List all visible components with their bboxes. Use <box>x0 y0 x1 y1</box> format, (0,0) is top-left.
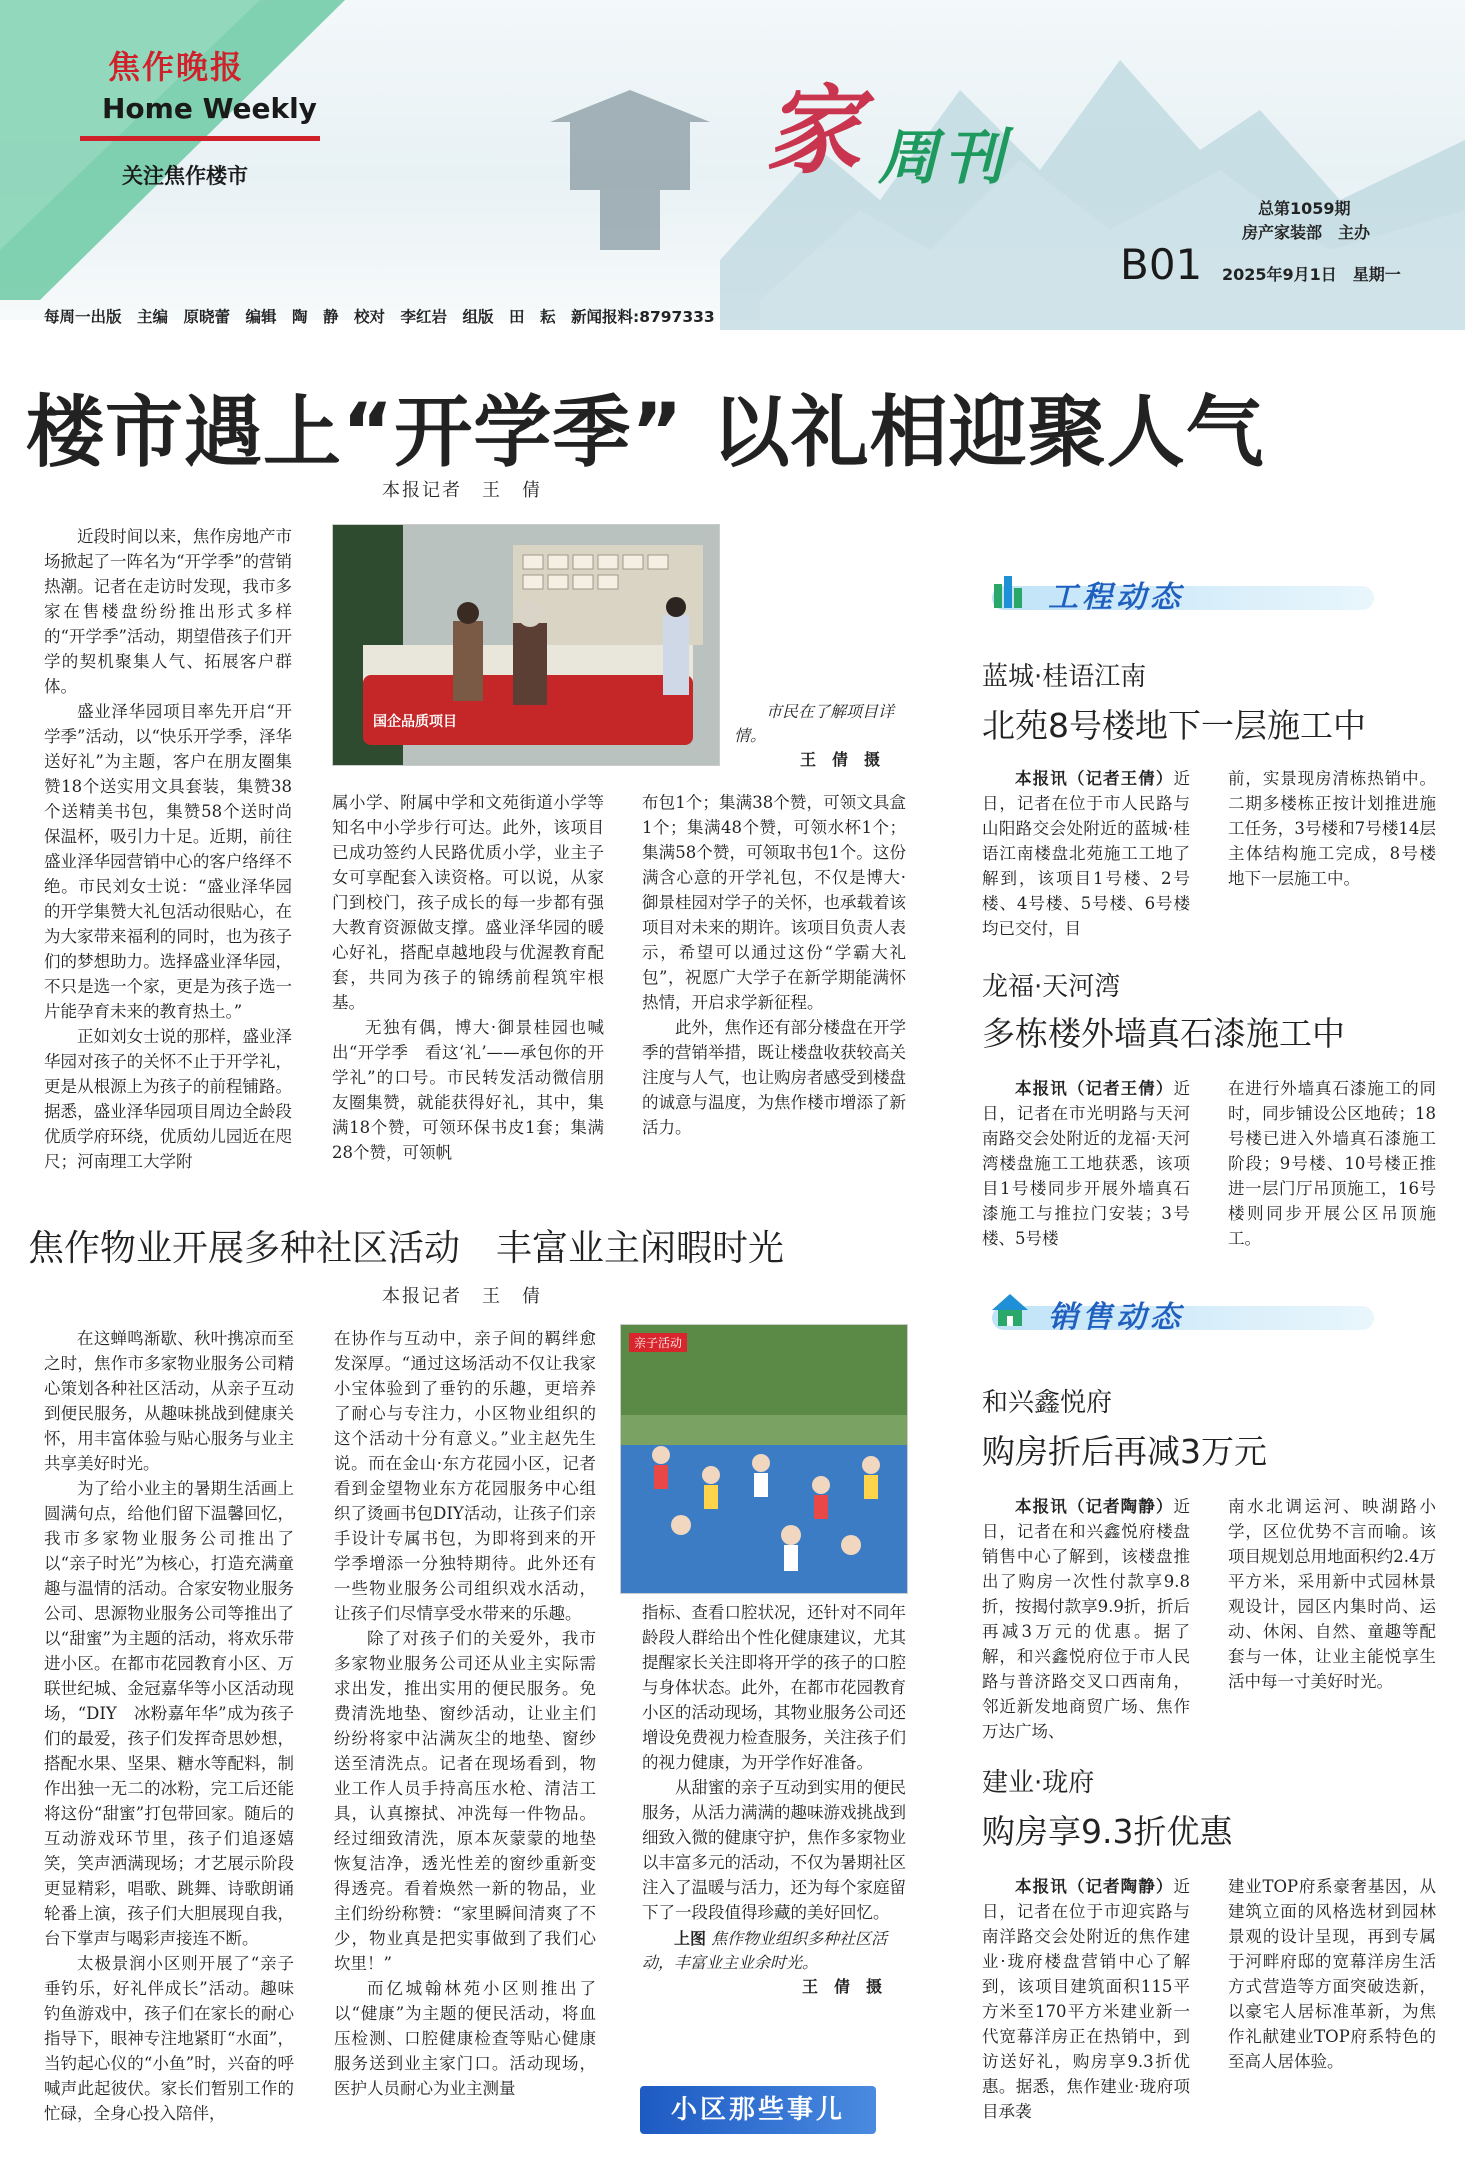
section2-title: 销售动态 <box>1048 1300 1184 1335</box>
item4-column-2 <box>1228 1874 1436 2156</box>
item4-name: 建业·珑府 <box>982 1768 1095 1798</box>
page-number: B01 <box>1120 240 1203 289</box>
item4-headline: 购房享9.3折优惠 <box>982 1812 1233 1851</box>
item1-text-continued: 前，实景现房清栋热销中。二期多楼栋正按计划推进施工任务，3号楼和7号楼14层主体结构施工完成，8号楼地下一层施工中。 <box>1228 769 1436 888</box>
item1-text: 近日，记者在位于市人民路与山阳路交会处附近的蓝城·桂语江南楼盘北苑施工工地了解到，该项目1号楼、2号楼、4号楼、5号楼、6号楼均已交付，目 <box>982 769 1190 938</box>
item4-text-continued: 建业TOP府系豪奢基因，从建筑立面的风格选材到园林景观的设计呈现，再到专属于河畔府邸的宽幕洋房生活方式营造等方面突破迭新，以豪宅人居标准革新，为焦作礼献建业TOP府系特色的至高人居体验。 <box>1228 1877 1436 2071</box>
second-photo-credit: 王 倩 摄 <box>801 1977 882 1996</box>
credits-line: 每周一出版 主编 原晓蕾 编辑 陶 静 校对 李红岩 组版 田 耘 新闻报料:8797333 <box>44 308 715 326</box>
item4-column-1 <box>982 1874 1190 2156</box>
issue-number: 总第1059期 <box>1258 199 1351 218</box>
second-photo-caption: 焦作物业组织多种社区活动，丰富业主业余时光。 <box>642 1929 888 1972</box>
logo-english: Home Weekly <box>102 92 317 125</box>
edition-title-sub: 周刊 <box>878 123 1010 193</box>
second-paragraph-1: 在这蝉鸣渐歇、秋叶携凉而至之时，焦作市多家物业服务公司精心策划各种社区活动，从亲子互动到便民服务，从趣味挑战到健康关怀，用丰富体验与贴心服务与业主共享美好时光。 <box>44 1329 294 1473</box>
second-byline: 本报记者 王 倩 <box>382 1286 542 1307</box>
lead-paragraph-1: 近段时间以来，焦作房地产市场掀起了一阵名为“开学季”的营销热潮。记者在走访时发现，我市多家在售楼盘纷纷推出形式多样的“开学季”活动，期望借孩子们开学的契机聚集人气、拓展客户群体。 <box>44 527 292 696</box>
second-caption-label: 上图 <box>674 1929 707 1948</box>
item2-headline: 多栋楼外墙真石漆施工中 <box>982 1014 1345 1053</box>
house-icon <box>990 1290 1030 1330</box>
item1-column-1 <box>982 766 1190 956</box>
item2-text-continued: 在进行外墙真石漆施工的同时，同步铺设公区地砖；18号楼已进入外墙真石漆施工阶段；9号楼、10号楼正推进一层门厅吊顶施工，16号楼则同步开展公区吊顶施工。 <box>1228 1079 1436 1248</box>
building-icon <box>990 570 1030 610</box>
counter-sign: 国企品质项目 <box>373 714 457 730</box>
item3-lead: 本报讯（记者陶静） <box>1015 1497 1174 1516</box>
item2-column-2 <box>1228 1076 1436 1256</box>
item3-name: 和兴鑫悦府 <box>982 1388 1113 1418</box>
item1-column-2 <box>1228 766 1436 956</box>
item2-name: 龙福·天河湾 <box>982 972 1121 1002</box>
item2-lead: 本报讯（记者王倩） <box>1015 1079 1174 1098</box>
photo-banner: 亲子活动 <box>629 1333 687 1352</box>
item3-column-1 <box>982 1494 1190 1754</box>
item4-text: 近日，记者在位于市迎宾路与南洋路交会处附近的焦作建业·珑府楼盘营销中心了解到，该项目建筑面积115平方米至170平方米建业新一代宽幕洋房正在热销中，到访送好礼，购房享9.3折优惠。据悉，焦作建业·珑府项目承袭 <box>982 1877 1190 2121</box>
lead-headline: 楼市遇上“开学季” 以礼相迎聚人气 <box>26 388 1265 478</box>
item1-headline: 北苑8号楼地下一层施工中 <box>982 706 1366 745</box>
item3-text: 近日，记者在和兴鑫悦府楼盘销售中心了解到，该楼盘推出了购房一次性付款享9.8折，按揭付款享9.9折，折后再减3万元的优惠。据了解，和兴鑫悦府位于市人民路与普济路交叉口西南角，邻近新发地商贸广场、焦作万达广场、 <box>982 1497 1190 1741</box>
lead-byline: 本报记者 王 倩 <box>382 480 542 501</box>
second-paragraph-8: 从甜蜜的亲子互动到实用的便民服务，从活力满满的趣味游戏挑战到细致入微的健康守护，焦作多家物业以丰富多元的活动，不仅为暑期社区注入了温暖与活力，还为每个家庭留下了一段段值得珍藏的美好回忆。 <box>642 1778 906 1922</box>
logo-divider <box>80 136 320 141</box>
second-photo <box>620 1324 908 1594</box>
item1-lead: 本报讯（记者王倩） <box>1015 769 1174 788</box>
lead-paragraph-6: 布包1个；集满38个赞，可领文具盒1个；集满48个赞，可领水杯1个；集满58个赞，可领取书包1个。这份满含心意的开学礼包，不仅是博大·御景桂园对学子的关怀，也承载着该项目对未来的期许。该项目负责人表示，希望可以通过这份“学霸大礼包”，祝愿广大学子在新学期能满怀热情，开启求学新征程。 <box>642 793 906 1012</box>
lead-column-2 <box>332 790 604 1180</box>
item3-text-continued: 南水北调运河、映湖路小学，区位优势不言而喻。该项目规划总用地面积约2.4万平方米，采用新中式园林景观设计，园区内集时尚、运动、休闲、自然、童趣等配套与一体，让业主能悦享生活中每一寸美好时光。 <box>1228 1497 1436 1691</box>
lead-paragraph-7: 此外，焦作还有部分楼盘在开学季的营销举措，既让楼盘收获较高关注度与人气，也让购房者感受到楼盘的诚意与温度，为焦作楼市增添了新活力。 <box>642 1018 906 1137</box>
issue-date: 2025年9月1日 星期一 <box>1222 265 1401 284</box>
lead-paragraph-3: 正如刘女士说的那样，盛业泽华园对孩子的关怀不止于开学礼，更是从根源上为孩子的前程铺路。据悉，盛业泽华园项目周边全龄段优质学府环绕，优质幼儿园近在咫尺；河南理工大学附 <box>44 1027 292 1171</box>
item3-headline: 购房折后再减3万元 <box>982 1432 1267 1471</box>
lead-column-1 <box>44 524 292 1176</box>
item1-name: 蓝城·桂语江南 <box>982 662 1147 692</box>
lead-column-3 <box>642 790 906 1180</box>
sponsor: 房产家装部 主办 <box>1242 223 1371 242</box>
second-paragraph-7: 指标、查看口腔状况，还针对不同年龄段人群给出个性化健康建议，尤其提醒家长关注即将开学的孩子的口腔与身体状态。此外，在都市花园教育小区的活动现场，其物业服务公司还增设免费视力检查服务，关注孩子们的视力健康，为开学作好准备。 <box>642 1603 906 1772</box>
second-headline: 焦作物业开展多种社区活动 丰富业主闲暇时光 <box>28 1228 785 1269</box>
lead-photo-credit: 王 倩 摄 <box>800 750 881 769</box>
water-play-scene <box>621 1325 907 1593</box>
lead-paragraph-2: 盛业泽华园项目率先开启“开学季”活动，以“快乐开学季，泽华送好礼”为主题，客户在朋友圈集赞18个送实用文具套装，集赞38个送精美书包，集赞58个送时尚保温杯，吸引力十足。近期，前往盛业泽华园营销中心的客户络绎不绝。市民刘女士说：“盛业泽华园的开学集赞大礼包活动很贴心，在为大家带来福利的同时，也为孩子们的梦想助力。选择盛业泽华园，不只是选一个家，更是为孩子选一片能孕育未来的教育热土。” <box>44 702 292 1021</box>
item2-text: 近日，记者在市光明路与天河南路交会处附近的龙福·天河湾楼盘施工工地获悉，该项目1号楼同步开展外墙真石漆施工与推拉门安装；3号楼、5号楼 <box>982 1079 1190 1248</box>
item4-lead: 本报讯（记者陶静） <box>1015 1877 1174 1896</box>
logo-text: 焦作晚报 <box>108 48 245 86</box>
second-column-2 <box>334 1326 596 2156</box>
second-paragraph-5: 除了对孩子们的关爱外，我市多家物业服务公司还从业主实际需求出发，推出实用的便民服务。免费清洗地垫、窗纱活动，让业主们纷纷将家中沾满灰尘的地垫、窗纱送至清洗点。记者在现场看到，物业工作人员手持高压水枪、清洁工具，认真擦拭、冲洗每一件物品。经过细致清洗，原本灰蒙蒙的地垫恢复洁净，透光性差的窗纱重新变得透亮。看着焕然一新的物品，业主们纷纷称赞：“家里瞬间清爽了不少，物业真是把实事做到了我们心坎里！” <box>334 1629 596 1973</box>
second-paragraph-2: 为了给小业主的暑期生活画上圆满句点，给他们留下温馨回忆，我市多家物业服务公司推出了以“亲子时光”为核心，打造充满童趣与温情的活动。合家安物业服务公司、思源物业服务公司等推出了以“甜蜜”为主题的活动，将欢乐带进小区。在都市花园教育小区、万联世纪城、金冠嘉华等小区活动现场，“DIY 冰粉嘉年华”成为孩子们的最爱，孩子们发挥奇思妙想，搭配水果、坚果、糖水等配料，制作出独一无二的冰粉，完工后还能将这份“甜蜜”打包带回家。随后的互动游戏环节里，孩子们追逐嬉笑，笑声洒满现场；才艺展示阶段更显精彩，唱歌、跳舞、诗歌朗诵轮番上演，孩子们大胆展现自我，台下掌声与喝彩声接连不断。 <box>44 1479 294 1948</box>
second-column-1 <box>44 1326 294 2156</box>
lead-paragraph-5: 无独有偶，博大·御景桂园也喊出“开学季 看这‘礼’——承包你的开学礼”的口号。市民转发活动微信朋友圈集赞，就能获得好礼，其中，集满18个赞，可领环保书皮1套；集满28个赞，可领帆 <box>332 1018 604 1162</box>
lead-photo-caption: 市民在了解项目详情。 <box>734 702 895 745</box>
second-column-3 <box>642 1600 906 2050</box>
second-paragraph-6: 而亿城翰林苑小区则推出了以“健康”为主题的便民活动，将血压检测、口腔健康检查等贴心健康服务送到业主家门口。活动现场，医护人员耐心为业主测量 <box>334 1979 596 2098</box>
second-paragraph-3: 太极景润小区则开展了“亲子垂钓乐，好礼伴成长”活动。趣味钓鱼游戏中，孩子们在家长的耐心指导下，眼神专注地紧盯“水面”，当钓起心仪的“小鱼”时，兴奋的呼喊声此起彼伏。家长们暂别工作的忙碌，全身心投入陪伴， <box>44 1954 294 2123</box>
lead-photo <box>332 524 720 766</box>
second-paragraph-4: 在协作与互动中，亲子间的羁绊愈发深厚。“通过这场活动不仅让我家小宝体验到了垂钓的乐趣，更培养了耐心与专注力，小区物业组织的这个活动十分有意义。”业主赵先生说。而在金山·东方花园小区，记者看到金望物业东方花园服务中心组织了烫画书包DIY活动，让孩子们亲手设计专属书包，为即将到来的开学季增添一分独特期待。此外还有一些物业服务公司组织戏水活动，让孩子们尽情享受水带来的乐趣。 <box>334 1329 596 1623</box>
slogan: 关注焦作楼市 <box>122 164 248 188</box>
item3-column-2 <box>1228 1494 1436 1754</box>
column-tag: 小区那些事儿 <box>640 2086 876 2134</box>
item2-column-1 <box>982 1076 1190 1256</box>
edition-title-main: 家 <box>765 74 861 187</box>
section1-title: 工程动态 <box>1048 580 1184 615</box>
lead-paragraph-4: 属小学、附属中学和文苑街道小学等知名中小学步行可达。此外，该项目已成功签约人民路优质小学，业主子女可享配套入读资格。可以说，从家门到校门，孩子成长的每一步都有强大教育资源做支撑。盛业泽华园的暖心好礼，搭配卓越地段与优渥教育配套，共同为孩子的锦绣前程筑牢根基。 <box>332 793 604 1012</box>
